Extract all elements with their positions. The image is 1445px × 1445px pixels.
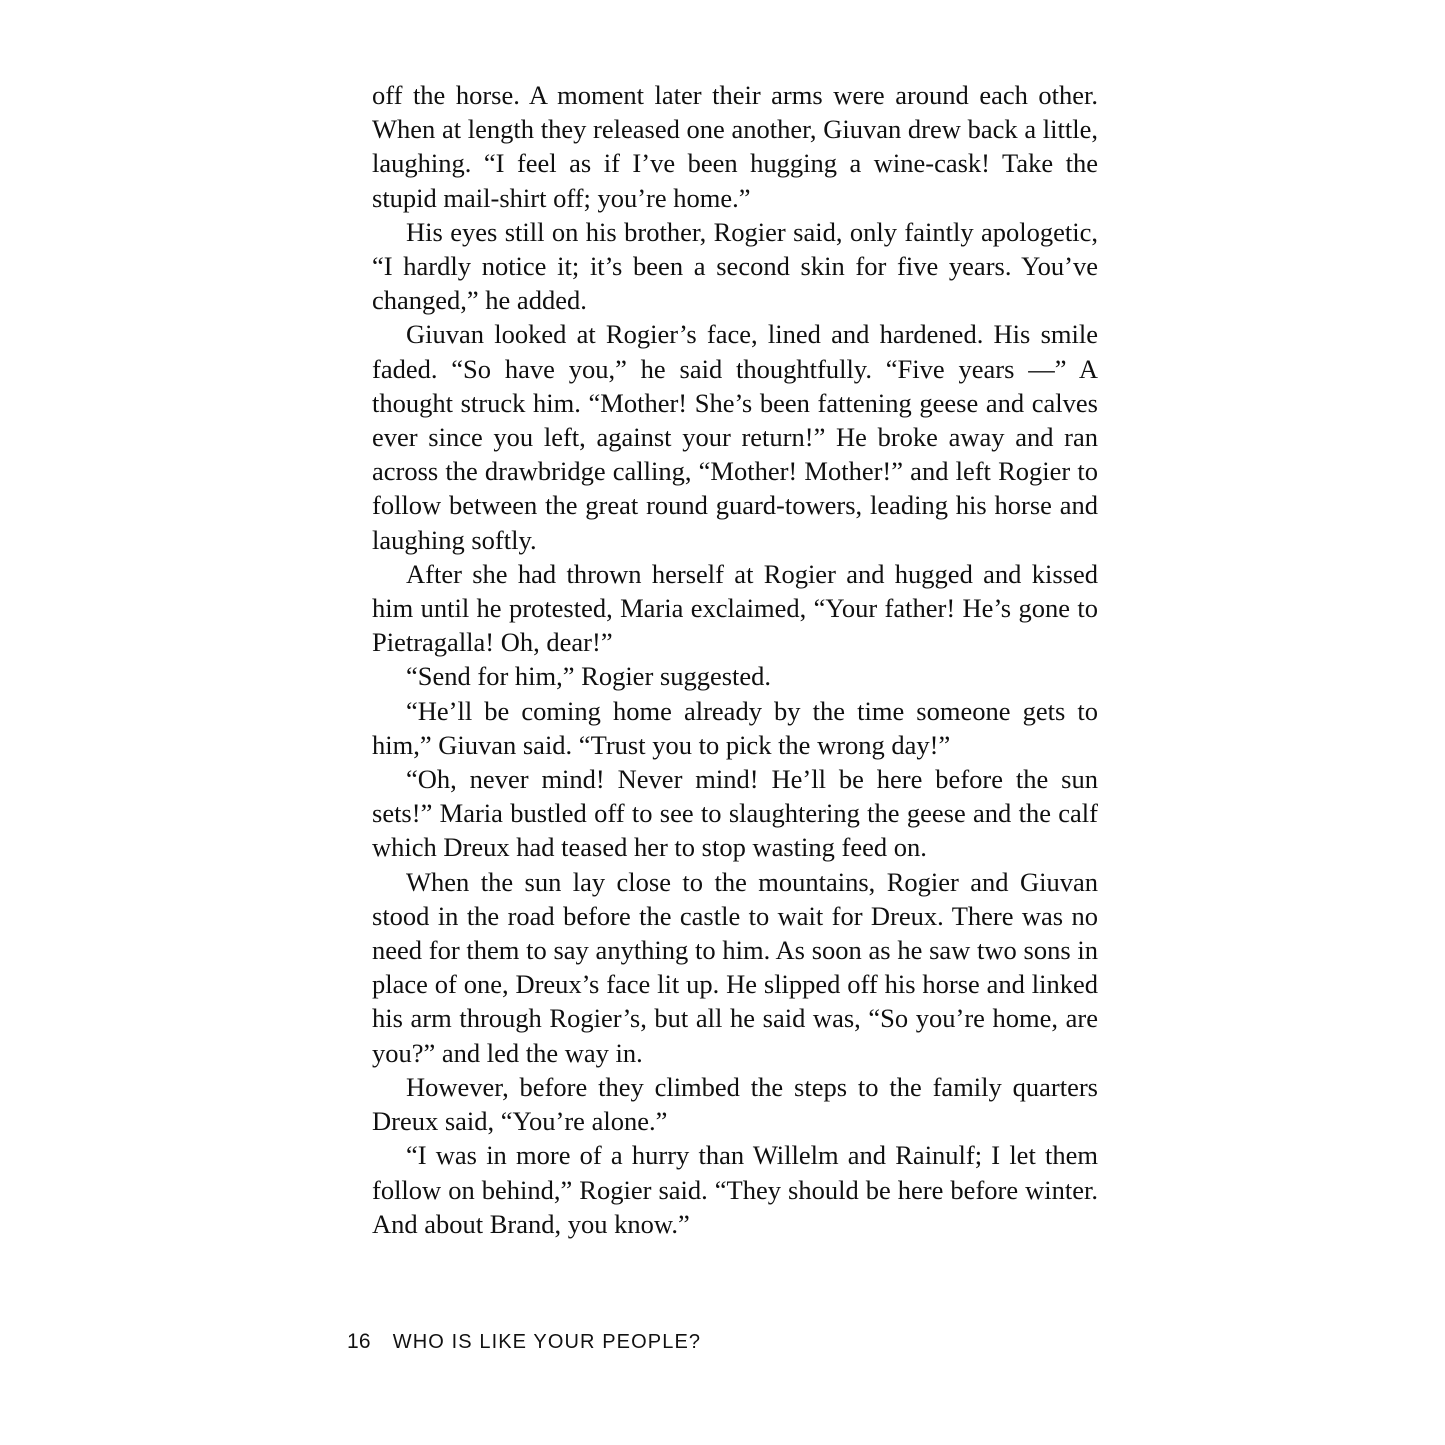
paragraph: After she had thrown herself at Rogier and hugged and kissed him until he protested, Maria exclaimed, “Your father! He’s gone to Pietragalla! Oh, dear!” bbox=[372, 558, 1098, 658]
running-head: WHO IS LIKE YOUR PEOPLE? bbox=[392, 1331, 702, 1353]
paragraph: When the sun lay close to the mountains, Rogier and Giuvan stood in the road before the castle to wait for Dreux. There was no need for them to say anything to him. As soon as he saw two sons in place of one, Dreux’s face lit up. He slipped off his horse and linked his arm through Rogier’s, but all he said was, “So you’re home, are you?” and led the way in. bbox=[372, 866, 1098, 1068]
paragraph: off the horse. A moment later their arms were around each other. When at length they released one another, Giuvan drew back a little, laughing. “I feel as if I’ve been hugging a wine-cask! Take the stupid mail-shirt off; you’re home.” bbox=[372, 80, 1098, 213]
paragraph: However, before they climbed the steps to the family quarters Dreux said, “You’re alone.” bbox=[372, 1071, 1098, 1137]
page-footer bbox=[347, 1330, 1147, 1354]
paragraph: “Send for him,” Rogier suggested. bbox=[406, 661, 772, 692]
paragraph: “He’ll be coming home already by the time someone gets to him,” Giuvan said. “Trust you to pick the wrong day!” bbox=[372, 695, 1098, 760]
body-text-column bbox=[372, 78, 1098, 1241]
page-number: 16 bbox=[347, 1330, 371, 1353]
paragraph: His eyes still on his brother, Rogier said, only faintly apologetic, “I hardly notice it; it’s been a second skin for five years. You’ve changed,” he added. bbox=[372, 216, 1098, 316]
paragraph: Giuvan looked at Rogier’s face, lined and hardened. His smile faded. “So have you,” he said thoughtfully. “Five years —” A thought struck him. “Mother! She’s been fattening geese and calves ever since you left, against your return!” He broke away and ran across the drawbridge calling, “Mother! Mother!” and left Rogier to follow between the great round guard-towers, leading his horse and laughing softly. bbox=[372, 319, 1098, 555]
paragraph: “Oh, never mind! Never mind! He’ll be here before the sun sets!” Maria bustled off to see to slaughtering the geese and the calf which Dreux had teased her to stop wasting feed on. bbox=[372, 764, 1098, 863]
paragraph: “I was in more of a hurry than Willelm and Rainulf; I let them follow on behind,” Rogier said. “They should be here before winter. And about Brand, you know.” bbox=[372, 1140, 1098, 1239]
